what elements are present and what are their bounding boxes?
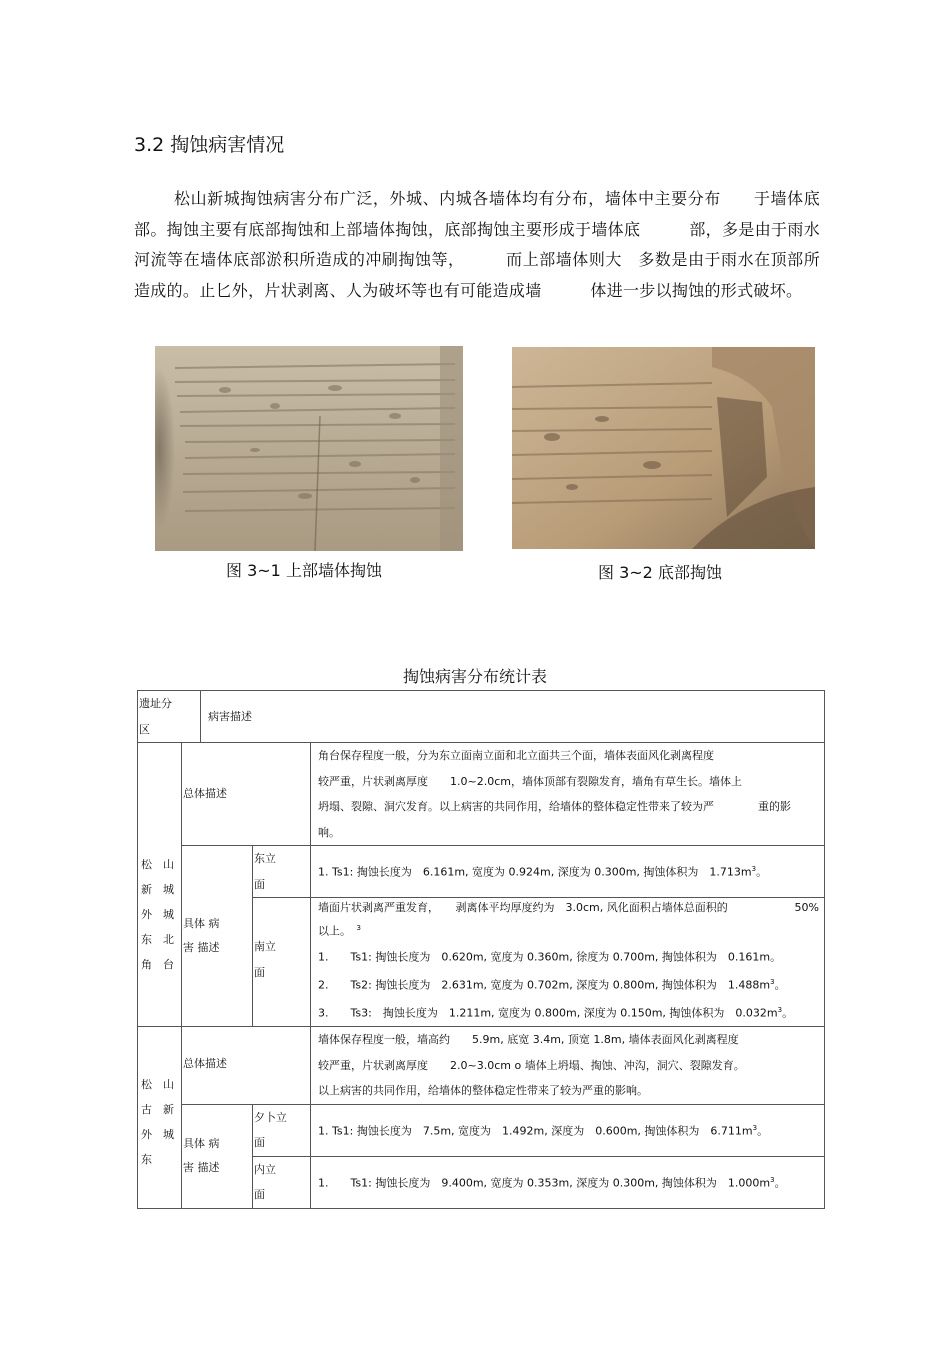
figure-caption-1: 图 3~1 上部墙体掏蚀 [226, 561, 382, 580]
desc-header-cell: 病害描述 [201, 691, 825, 743]
bottom-erosion-photo [512, 347, 815, 549]
group1-south-desc: 墙面片状剥离严重发育， 剥离体平均厚度约为 3.0cm, 风化面积占墙体总面积的 50% 以上。 $^3$ 1. Ts1: 掏蚀长度为 0.620m, 宽度为 0.360m, 徐度为 0.700m, 掏蚀体积为 0.161m。 2. Ts2: 掏蚀长度为 2.631m, 宽度为 0.702m, 深度为 0.800m, 掏蚀体积为 $1.488m^3$。 3. Ts3: 掏蚀长度为 1.211m, 宽度为 0.800m, 深度为 0.150m, 掏蚀体积为 $0.032m^3$。 [311, 898, 825, 1027]
group2-face2-desc: 1. Ts1: 掏蚀长度为 9.400m, 宽度为 0.353m, 深度为 0.300m, 掏蚀体积为 $1.000m^3$。 [311, 1156, 825, 1208]
group1-east-label: 东立 面 [253, 846, 311, 898]
figure-caption-2: 图 3~2 底部掏蚀 [598, 563, 722, 582]
section-paragraph: 松山新城掏蚀病害分布广泛，外城、内城各墙体均有分布，墙体中主要分布 于墙体底部。掏蚀主要有底部掏蚀和上部墙体掏蚀，底部掏蚀主要形成于墙体底 部，多是由于雨水河流等在墙体底部淤积所造成的冲刷掏蚀等， 而上部墙体则大 多数是由于雨水在顶部所造成的。止匕外，片状剥离、人为破坏等也有可能造成墙 体进一步以掏蚀的形式破坏。 [134, 189, 820, 300]
group1-overall-row [138, 743, 825, 846]
group2-site-cell: 松 山 古 新 外 城 东 [138, 1027, 182, 1209]
group2-overall-desc: 墙体保存程度一般，墙高约 5.9m, 底宽 3.4m, 顶宽 1.8m, 墙体表面风化剥离程度 较严重，片状剥离厚度 2.0~3.0cm o 墙体上坍塌、掏蚀、冲沟，洞穴、裂隙发育。 以上病害的共同作用，给墙体的整体稳定性带来了较为严重的影响。 [311, 1027, 825, 1105]
group2-face1-label: 夕卜立 面 [253, 1104, 311, 1156]
group1-overall-label: 总体描述 [182, 743, 311, 846]
group2-specific-label: 具体 病 害 描述 [182, 1104, 253, 1208]
group1-east-desc: 1. Ts1: 掏蚀长度为 6.161m, 宽度为 0.924m, 深度为 0.300m, 掏蚀体积为 $1.713m^3$。 [311, 846, 825, 898]
group1-specific-label: 具体 病 害 描述 [182, 846, 253, 1027]
group2-face1-desc: 1. Ts1: 掏蚀长度为 7.5m, 宽度为 1.492m, 深度为 0.600m, 掏蚀体积为 $6.711m^3$。 [311, 1104, 825, 1156]
upper-wall-erosion-photo [155, 346, 463, 551]
group2-overall-row [138, 1027, 825, 1105]
table-header-row [138, 691, 825, 743]
site-header-cell: 遗址分 区 [138, 691, 201, 743]
section-heading: 3.2 掏蚀病害情况 [134, 134, 285, 156]
group2-face1-row [138, 1104, 825, 1156]
group1-overall-desc: 角台保存程度一般，分为东立面南立面和北立面共三个面，墙体表面风化剥离程度 较严重，片状剥离厚度 1.0~2.0cm，墙体顶部有裂隙发育，墙角有草生长。墙体上 坍塌、裂隙、洞穴发育。以上病害的共同作用，给墙体的整体稳定性带来了较为严 重的影 响。 [311, 743, 825, 846]
erosion-statistics-table [137, 690, 825, 1209]
group1-south-label: 南立 面 [253, 898, 311, 1027]
group1-east-row [138, 846, 825, 898]
table-title: 掏蚀病害分布统计表 [402, 667, 547, 686]
group2-overall-label: 总体描述 [182, 1027, 311, 1105]
group2-face2-label: 内立 面 [253, 1156, 311, 1208]
group1-site-cell: 松 山 新 城 外 城 东 北 角 台 [138, 743, 182, 1027]
